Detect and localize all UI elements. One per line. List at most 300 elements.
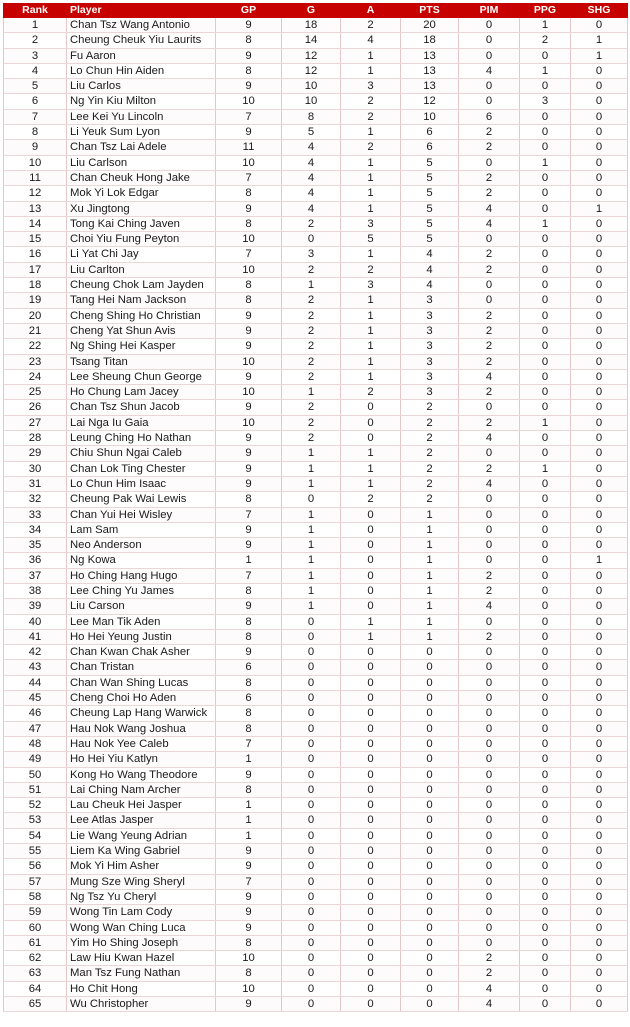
rank-cell: 26 — [4, 400, 67, 415]
a-cell: 1 — [341, 354, 401, 369]
player-name-cell: Wong Wan Ching Luca — [67, 920, 216, 935]
rank-cell: 31 — [4, 476, 67, 491]
table-row — [4, 889, 628, 904]
rank-cell: 57 — [4, 874, 67, 889]
player-name-cell: Ng Shing Hei Kasper — [67, 339, 216, 354]
player-name-cell: Liem Ka Wing Gabriel — [67, 844, 216, 859]
ppg-cell: 0 — [520, 140, 571, 155]
gp-cell: 9 — [216, 920, 282, 935]
a-cell: 1 — [341, 247, 401, 262]
player-name-cell: Lee Man Tik Aden — [67, 614, 216, 629]
pim-cell: 2 — [459, 140, 520, 155]
table-row — [4, 308, 628, 323]
g-cell: 1 — [282, 461, 341, 476]
a-cell: 2 — [341, 18, 401, 33]
player-name-cell: Chan Tsz Lai Adele — [67, 140, 216, 155]
pts-cell: 1 — [401, 507, 459, 522]
g-cell: 0 — [282, 951, 341, 966]
table-row — [4, 553, 628, 568]
pts-cell: 2 — [401, 446, 459, 461]
pts-cell: 2 — [401, 476, 459, 491]
a-cell: 0 — [341, 935, 401, 950]
g-cell: 0 — [282, 905, 341, 920]
gp-cell: 6 — [216, 660, 282, 675]
g-cell: 5 — [282, 125, 341, 140]
shg-cell: 1 — [571, 33, 628, 48]
shg-cell: 0 — [571, 736, 628, 751]
pts-cell: 0 — [401, 736, 459, 751]
rank-cell: 42 — [4, 645, 67, 660]
g-cell: 0 — [282, 981, 341, 996]
player-name-cell: Man Tsz Fung Nathan — [67, 966, 216, 981]
pts-cell: 0 — [401, 889, 459, 904]
ppg-cell: 1 — [520, 216, 571, 231]
rank-cell: 8 — [4, 125, 67, 140]
table-row — [4, 859, 628, 874]
a-cell: 0 — [341, 538, 401, 553]
column-header-shg[interactable]: SHG — [571, 4, 628, 18]
shg-cell: 1 — [571, 553, 628, 568]
rank-cell: 13 — [4, 201, 67, 216]
column-header-pts[interactable]: PTS — [401, 4, 459, 18]
pim-cell: 2 — [459, 966, 520, 981]
table-row — [4, 583, 628, 598]
ppg-cell: 0 — [520, 369, 571, 384]
pts-cell: 5 — [401, 155, 459, 170]
g-cell: 10 — [282, 94, 341, 109]
table-row — [4, 935, 628, 950]
table-row — [4, 782, 628, 797]
pts-cell: 5 — [401, 216, 459, 231]
shg-cell: 0 — [571, 170, 628, 185]
pim-cell: 0 — [459, 752, 520, 767]
shg-cell: 0 — [571, 308, 628, 323]
g-cell: 0 — [282, 874, 341, 889]
player-name-cell: Neo Anderson — [67, 538, 216, 553]
player-name-cell: Lai Ching Nam Archer — [67, 782, 216, 797]
shg-cell: 0 — [571, 629, 628, 644]
gp-cell: 10 — [216, 262, 282, 277]
rank-cell: 16 — [4, 247, 67, 262]
table-row — [4, 385, 628, 400]
shg-cell: 0 — [571, 905, 628, 920]
ppg-cell: 0 — [520, 323, 571, 338]
pim-cell: 2 — [459, 951, 520, 966]
table-row — [4, 415, 628, 430]
a-cell: 0 — [341, 706, 401, 721]
shg-cell: 0 — [571, 660, 628, 675]
table-row — [4, 752, 628, 767]
player-name-cell: Xu Jingtong — [67, 201, 216, 216]
ppg-cell: 0 — [520, 170, 571, 185]
rank-cell: 33 — [4, 507, 67, 522]
a-cell: 5 — [341, 232, 401, 247]
a-cell: 1 — [341, 446, 401, 461]
column-header-player[interactable]: Player — [67, 4, 216, 18]
pts-cell: 0 — [401, 966, 459, 981]
a-cell: 1 — [341, 323, 401, 338]
column-header-a[interactable]: A — [341, 4, 401, 18]
table-row — [4, 446, 628, 461]
g-cell: 0 — [282, 660, 341, 675]
pim-cell: 0 — [459, 155, 520, 170]
a-cell: 0 — [341, 721, 401, 736]
shg-cell: 0 — [571, 645, 628, 660]
shg-cell: 0 — [571, 492, 628, 507]
a-cell: 1 — [341, 186, 401, 201]
table-row — [4, 48, 628, 63]
g-cell: 1 — [282, 599, 341, 614]
pim-cell: 4 — [459, 431, 520, 446]
pts-cell: 3 — [401, 385, 459, 400]
rank-cell: 58 — [4, 889, 67, 904]
ppg-cell: 0 — [520, 385, 571, 400]
rank-cell: 46 — [4, 706, 67, 721]
table-header-row — [4, 4, 628, 18]
gp-cell: 10 — [216, 415, 282, 430]
rank-cell: 52 — [4, 798, 67, 813]
pts-cell: 6 — [401, 140, 459, 155]
g-cell: 0 — [282, 859, 341, 874]
gp-cell: 9 — [216, 461, 282, 476]
g-cell: 0 — [282, 232, 341, 247]
player-name-cell: Lo Chun Hin Aiden — [67, 63, 216, 78]
g-cell: 1 — [282, 538, 341, 553]
pts-cell: 0 — [401, 767, 459, 782]
table-row — [4, 905, 628, 920]
shg-cell: 0 — [571, 385, 628, 400]
player-name-cell: Lee Kei Yu Lincoln — [67, 109, 216, 124]
pim-cell: 0 — [459, 813, 520, 828]
player-name-cell: Lau Cheuk Hei Jasper — [67, 798, 216, 813]
g-cell: 1 — [282, 507, 341, 522]
pim-cell: 2 — [459, 186, 520, 201]
pts-cell: 2 — [401, 431, 459, 446]
pts-cell: 0 — [401, 935, 459, 950]
gp-cell: 9 — [216, 767, 282, 782]
rank-cell: 37 — [4, 568, 67, 583]
table-row — [4, 614, 628, 629]
pim-cell: 0 — [459, 278, 520, 293]
rank-cell: 60 — [4, 920, 67, 935]
pim-cell: 0 — [459, 522, 520, 537]
table-row — [4, 492, 628, 507]
pim-cell: 0 — [459, 828, 520, 843]
pts-cell: 0 — [401, 951, 459, 966]
shg-cell: 0 — [571, 813, 628, 828]
shg-cell: 0 — [571, 79, 628, 94]
g-cell: 1 — [282, 385, 341, 400]
g-cell: 1 — [282, 553, 341, 568]
a-cell: 1 — [341, 308, 401, 323]
a-cell: 4 — [341, 33, 401, 48]
ppg-cell: 0 — [520, 645, 571, 660]
ppg-cell: 0 — [520, 721, 571, 736]
g-cell: 0 — [282, 675, 341, 690]
table-row — [4, 568, 628, 583]
pim-cell: 0 — [459, 905, 520, 920]
a-cell: 3 — [341, 216, 401, 231]
gp-cell: 8 — [216, 63, 282, 78]
pim-cell: 0 — [459, 874, 520, 889]
ppg-cell: 0 — [520, 752, 571, 767]
pim-cell: 0 — [459, 48, 520, 63]
gp-cell: 9 — [216, 905, 282, 920]
shg-cell: 0 — [571, 997, 628, 1012]
shg-cell: 0 — [571, 63, 628, 78]
shg-cell: 0 — [571, 599, 628, 614]
a-cell: 0 — [341, 859, 401, 874]
pts-cell: 0 — [401, 752, 459, 767]
table-row — [4, 767, 628, 782]
gp-cell: 9 — [216, 323, 282, 338]
pim-cell: 2 — [459, 629, 520, 644]
gp-cell: 9 — [216, 446, 282, 461]
table-row — [4, 538, 628, 553]
player-name-cell: Ng Kowa — [67, 553, 216, 568]
player-name-cell: Cheung Pak Wai Lewis — [67, 492, 216, 507]
player-name-cell: Cheng Yat Shun Avis — [67, 323, 216, 338]
pim-cell: 0 — [459, 33, 520, 48]
rank-cell: 41 — [4, 629, 67, 644]
rank-cell: 40 — [4, 614, 67, 629]
ppg-cell: 0 — [520, 767, 571, 782]
pim-cell: 0 — [459, 935, 520, 950]
rank-cell: 29 — [4, 446, 67, 461]
player-name-cell: Mok Yi Him Asher — [67, 859, 216, 874]
pim-cell: 4 — [459, 981, 520, 996]
pts-cell: 5 — [401, 201, 459, 216]
shg-cell: 0 — [571, 109, 628, 124]
player-name-cell: Lam Sam — [67, 522, 216, 537]
gp-cell: 8 — [216, 293, 282, 308]
gp-cell: 10 — [216, 155, 282, 170]
a-cell: 1 — [341, 63, 401, 78]
shg-cell: 0 — [571, 614, 628, 629]
a-cell: 0 — [341, 997, 401, 1012]
rank-cell: 6 — [4, 94, 67, 109]
pts-cell: 0 — [401, 997, 459, 1012]
table-row — [4, 981, 628, 996]
ppg-cell: 0 — [520, 997, 571, 1012]
table-row — [4, 278, 628, 293]
shg-cell: 0 — [571, 583, 628, 598]
ppg-cell: 0 — [520, 446, 571, 461]
pts-cell: 0 — [401, 660, 459, 675]
pts-cell: 12 — [401, 94, 459, 109]
pim-cell: 4 — [459, 63, 520, 78]
pim-cell: 0 — [459, 645, 520, 660]
a-cell: 0 — [341, 660, 401, 675]
g-cell: 2 — [282, 431, 341, 446]
table-row — [4, 94, 628, 109]
ppg-cell: 0 — [520, 79, 571, 94]
shg-cell: 0 — [571, 339, 628, 354]
a-cell: 1 — [341, 293, 401, 308]
shg-cell: 0 — [571, 400, 628, 415]
player-name-cell: Cheung Lap Hang Warwick — [67, 706, 216, 721]
g-cell: 12 — [282, 48, 341, 63]
player-name-cell: Lo Chun Him Isaac — [67, 476, 216, 491]
g-cell: 0 — [282, 844, 341, 859]
player-name-cell: Ho Chit Hong — [67, 981, 216, 996]
shg-cell: 0 — [571, 140, 628, 155]
g-cell: 0 — [282, 813, 341, 828]
shg-cell: 0 — [571, 18, 628, 33]
gp-cell: 8 — [216, 186, 282, 201]
rank-cell: 10 — [4, 155, 67, 170]
pts-cell: 3 — [401, 369, 459, 384]
shg-cell: 0 — [571, 675, 628, 690]
g-cell: 0 — [282, 997, 341, 1012]
g-cell: 10 — [282, 79, 341, 94]
pts-cell: 0 — [401, 782, 459, 797]
ppg-cell: 0 — [520, 293, 571, 308]
pts-cell: 0 — [401, 798, 459, 813]
player-name-cell: Mok Yi Lok Edgar — [67, 186, 216, 201]
rank-cell: 50 — [4, 767, 67, 782]
ppg-cell: 0 — [520, 660, 571, 675]
ppg-cell: 0 — [520, 201, 571, 216]
pts-cell: 1 — [401, 522, 459, 537]
pts-cell: 0 — [401, 981, 459, 996]
gp-cell: 9 — [216, 997, 282, 1012]
rank-cell: 32 — [4, 492, 67, 507]
rank-cell: 30 — [4, 461, 67, 476]
player-name-cell: Lie Wang Yeung Adrian — [67, 828, 216, 843]
ppg-cell: 0 — [520, 675, 571, 690]
g-cell: 0 — [282, 706, 341, 721]
gp-cell: 7 — [216, 109, 282, 124]
shg-cell: 0 — [571, 874, 628, 889]
g-cell: 0 — [282, 492, 341, 507]
ppg-cell: 1 — [520, 461, 571, 476]
pim-cell: 4 — [459, 599, 520, 614]
table-row — [4, 79, 628, 94]
ppg-cell: 0 — [520, 736, 571, 751]
stats-table-container — [3, 3, 627, 1012]
pts-cell: 1 — [401, 568, 459, 583]
gp-cell: 8 — [216, 721, 282, 736]
table-row — [4, 170, 628, 185]
pim-cell: 2 — [459, 308, 520, 323]
g-cell: 2 — [282, 308, 341, 323]
gp-cell: 10 — [216, 951, 282, 966]
gp-cell: 10 — [216, 385, 282, 400]
ppg-cell: 0 — [520, 920, 571, 935]
gp-cell: 1 — [216, 752, 282, 767]
pts-cell: 0 — [401, 905, 459, 920]
table-row — [4, 431, 628, 446]
rank-cell: 11 — [4, 170, 67, 185]
a-cell: 0 — [341, 415, 401, 430]
pts-cell: 0 — [401, 920, 459, 935]
shg-cell: 0 — [571, 186, 628, 201]
a-cell: 0 — [341, 782, 401, 797]
a-cell: 1 — [341, 339, 401, 354]
gp-cell: 9 — [216, 369, 282, 384]
rank-cell: 49 — [4, 752, 67, 767]
a-cell: 0 — [341, 522, 401, 537]
player-name-cell: Li Yeuk Sum Lyon — [67, 125, 216, 140]
a-cell: 0 — [341, 889, 401, 904]
player-name-cell: Cheng Choi Ho Aden — [67, 691, 216, 706]
pim-cell: 0 — [459, 706, 520, 721]
gp-cell: 8 — [216, 935, 282, 950]
a-cell: 1 — [341, 629, 401, 644]
player-name-cell: Chiu Shun Ngai Caleb — [67, 446, 216, 461]
column-header-g[interactable]: G — [282, 4, 341, 18]
gp-cell: 7 — [216, 874, 282, 889]
table-row — [4, 201, 628, 216]
pts-cell: 4 — [401, 262, 459, 277]
column-header-gp[interactable]: GP — [216, 4, 282, 18]
gp-cell: 9 — [216, 844, 282, 859]
rank-cell: 18 — [4, 278, 67, 293]
pim-cell: 4 — [459, 216, 520, 231]
gp-cell: 7 — [216, 507, 282, 522]
table-row — [4, 140, 628, 155]
g-cell: 14 — [282, 33, 341, 48]
shg-cell: 0 — [571, 767, 628, 782]
shg-cell: 0 — [571, 889, 628, 904]
shg-cell: 0 — [571, 859, 628, 874]
pts-cell: 3 — [401, 308, 459, 323]
a-cell: 0 — [341, 951, 401, 966]
ppg-cell: 0 — [520, 905, 571, 920]
rank-cell: 36 — [4, 553, 67, 568]
g-cell: 4 — [282, 170, 341, 185]
player-name-cell: Tsang Titan — [67, 354, 216, 369]
table-row — [4, 400, 628, 415]
a-cell: 0 — [341, 568, 401, 583]
gp-cell: 11 — [216, 140, 282, 155]
player-name-cell: Lai Nga Iu Gaia — [67, 415, 216, 430]
player-name-cell: Liu Carson — [67, 599, 216, 614]
player-name-cell: Wong Tin Lam Cody — [67, 905, 216, 920]
table-row — [4, 951, 628, 966]
a-cell: 0 — [341, 828, 401, 843]
pts-cell: 2 — [401, 415, 459, 430]
pim-cell: 0 — [459, 553, 520, 568]
column-header-rank[interactable]: Rank — [4, 4, 67, 18]
player-name-cell: Ho Hei Yeung Justin — [67, 629, 216, 644]
rank-cell: 21 — [4, 323, 67, 338]
g-cell: 1 — [282, 568, 341, 583]
shg-cell: 0 — [571, 94, 628, 109]
column-header-ppg[interactable]: PPG — [520, 4, 571, 18]
shg-cell: 0 — [571, 278, 628, 293]
rank-cell: 62 — [4, 951, 67, 966]
player-name-cell: Ng Yin Kiu Milton — [67, 94, 216, 109]
shg-cell: 0 — [571, 415, 628, 430]
ppg-cell: 0 — [520, 828, 571, 843]
g-cell: 8 — [282, 109, 341, 124]
ppg-cell: 0 — [520, 553, 571, 568]
g-cell: 0 — [282, 691, 341, 706]
g-cell: 0 — [282, 629, 341, 644]
pim-cell: 2 — [459, 583, 520, 598]
player-name-cell: Chan Kwan Chak Asher — [67, 645, 216, 660]
a-cell: 0 — [341, 583, 401, 598]
shg-cell: 0 — [571, 369, 628, 384]
column-header-pim[interactable]: PIM — [459, 4, 520, 18]
shg-cell: 0 — [571, 446, 628, 461]
gp-cell: 9 — [216, 889, 282, 904]
shg-cell: 0 — [571, 476, 628, 491]
g-cell: 4 — [282, 140, 341, 155]
player-name-cell: Cheung Cheuk Yiu Laurits — [67, 33, 216, 48]
